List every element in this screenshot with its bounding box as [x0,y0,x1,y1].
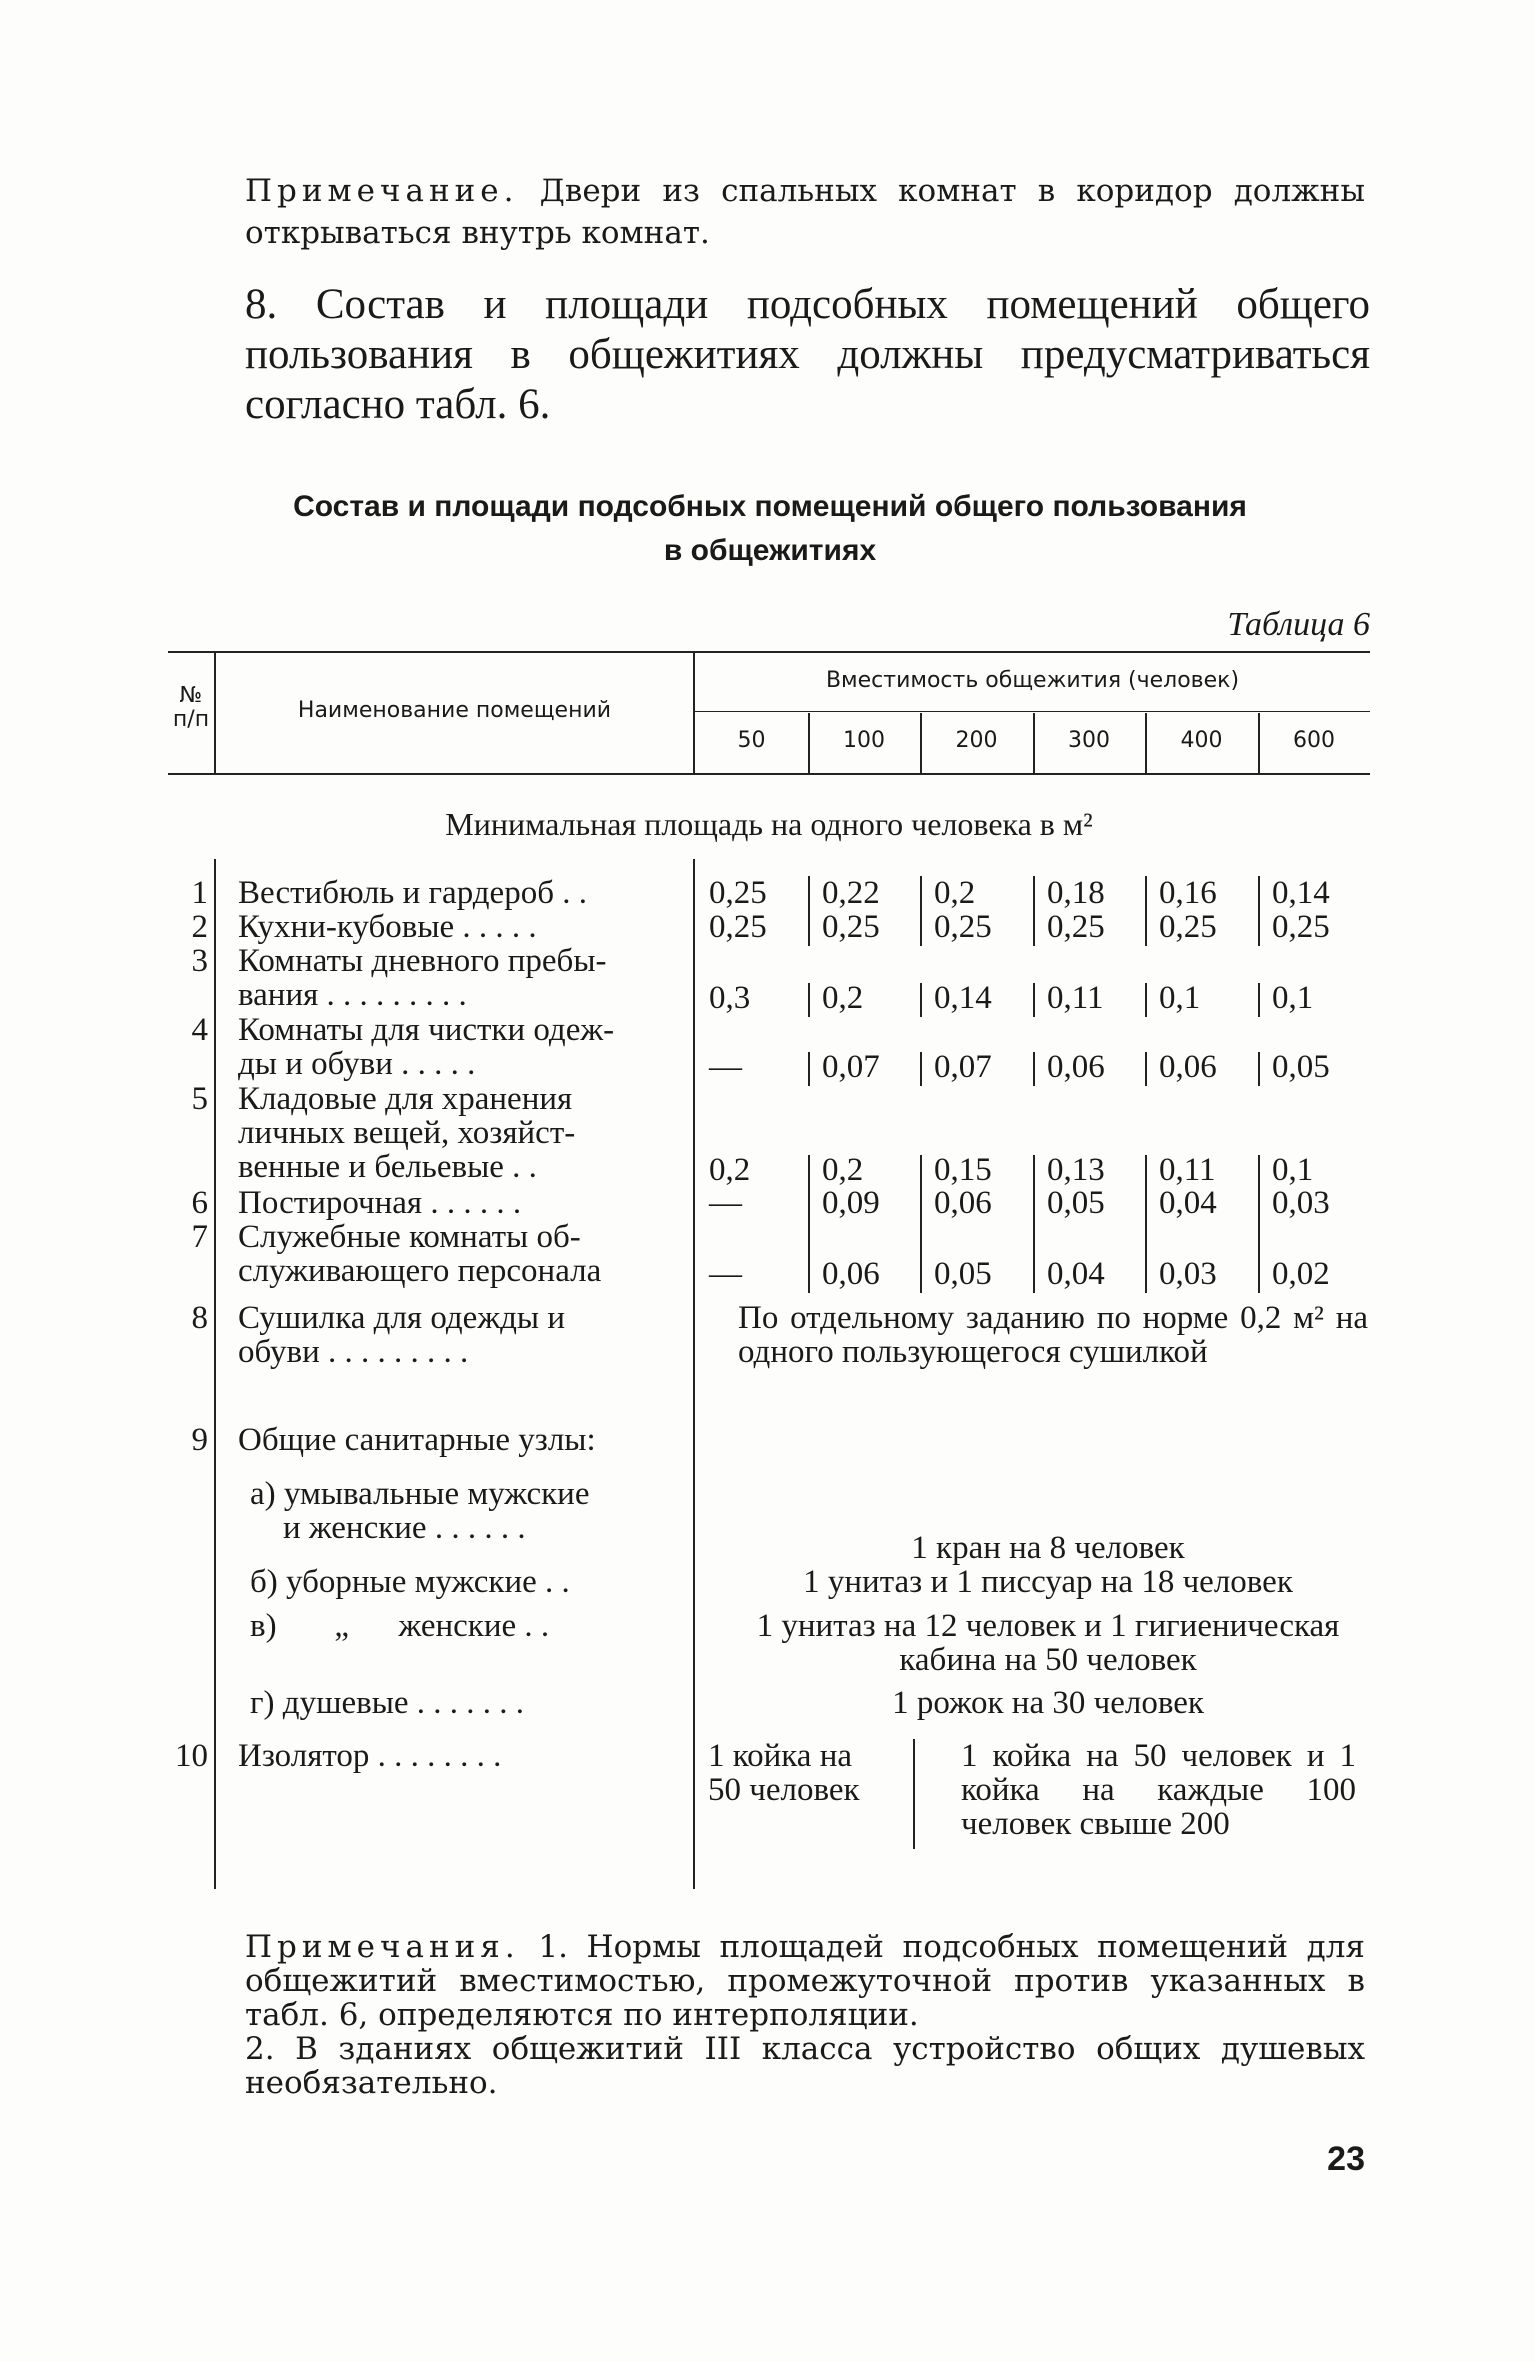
header-col-2: 200 [955,728,998,753]
row-value: 0,25 [1159,909,1217,945]
table-6 [168,651,1370,1891]
row-name-line: Вестибюль и гардероб . . [238,875,587,911]
value-sep [1033,1052,1035,1086]
body-vline-num [214,859,216,1889]
value-sep [1258,1155,1260,1189]
table-title [230,485,1310,573]
note-lead: Примечание. [245,173,519,209]
row-name-line: Комнаты для чистки одеж- [238,1012,615,1048]
row-value: 0,05 [1047,1185,1105,1221]
value-sep [808,1188,810,1222]
row-number: 2 [191,909,208,945]
sub-name-line: б) уборные мужские . . [250,1564,570,1600]
row-10-value-b: 1 койка на 50 человек и 1 койка на каждые 100 человек свыше 200 [961,1738,1356,1842]
row-value: 0,1 [1159,980,1201,1016]
value-sep [920,1052,922,1086]
footnote-1 [245,1930,1365,2032]
value-sep [1033,876,1035,944]
row-10-sep [913,1739,915,1849]
footnote [245,1930,1365,2100]
row-value: 0,15 [934,1152,992,1188]
value-sep [920,1188,922,1222]
row-value: 0,2 [822,1152,864,1188]
value-sep [1258,1188,1260,1222]
row-value: — [709,1049,742,1085]
value-sep [920,1220,922,1288]
row-value: 0,3 [709,980,751,1016]
row-value: 0,09 [822,1185,880,1221]
header-bottom-rule [168,773,1370,775]
row-value: 0,04 [1047,1256,1105,1292]
note-top [245,170,1365,254]
sub-value: 1 рожок на 30 человек [892,1685,1204,1721]
row-value: 0,06 [822,1256,880,1292]
table-top-rule [168,651,1370,653]
row-number: 5 [191,1081,208,1117]
row-value: 0,07 [822,1049,880,1085]
row-value: 0,06 [1159,1049,1217,1085]
table-title-line-1: Состав и площади подсобных помещений общего пользования [293,490,1247,523]
row-value: 0,2 [822,980,864,1016]
row-number: 9 [191,1422,208,1458]
sub-name-line: и женские . . . . . . [250,1510,526,1546]
row-value: 0,05 [1272,1049,1330,1085]
row-value: 0,02 [1272,1256,1330,1292]
sub-value: 1 кран на 8 человек [911,1530,1185,1566]
row-number: 1 [191,875,208,911]
value-sep [1258,1052,1260,1086]
row-number: 10 [175,1738,208,1774]
row-name-line: Сушилка для одежды и [238,1300,566,1336]
row-value: 0,25 [822,909,880,945]
footnote-2: 2. В зданиях общежитий III класса устройство общих душевых необязательно. [245,2031,1365,2101]
value-sep [920,876,922,944]
table-title-line-2: в общежитиях [663,534,877,567]
value-sep [920,1155,922,1189]
row-value: 0,25 [709,875,767,911]
value-sep [1033,983,1035,1017]
row-value: 0,06 [1047,1049,1105,1085]
row-number: 8 [191,1300,208,1336]
value-sep [808,1220,810,1288]
row-value: 0,25 [709,909,767,945]
sub-value: 1 унитаз на 12 человек и 1 гигиеническая кабина на 50 человек [756,1608,1340,1678]
table-label: Таблица 6 [1227,606,1370,643]
row-name-line: ды и обуви . . . . . [238,1046,476,1082]
row-value: 0,22 [822,875,880,911]
row-value: — [709,1256,742,1292]
header-col-1: 100 [843,728,885,753]
row-value: 0,11 [1047,980,1104,1016]
row-10-value-a: 1 койка на 50 человек [708,1738,860,1808]
row-number: 4 [191,1012,208,1048]
row-value: 0,1 [1272,1152,1314,1188]
row-value: 0,07 [934,1049,992,1085]
row-name-line: обуви . . . . . . . . . [238,1334,469,1370]
value-sep [1145,1155,1147,1189]
value-sep [1258,876,1260,944]
value-sep [1258,1220,1260,1288]
value-sep [808,1052,810,1086]
row-number: 7 [191,1219,208,1255]
value-sep [1033,1220,1035,1288]
header-num: № п/п [172,683,210,732]
sub-name-line: г) душевые . . . . . . . [250,1685,525,1721]
value-sep [1145,1052,1147,1086]
row-value: 0,03 [1272,1185,1330,1221]
row-value: 0,11 [1159,1152,1216,1188]
value-sep [1145,1220,1147,1288]
row-value: 0,06 [934,1185,992,1221]
subheader: Минимальная площадь на одного человека в м² [445,806,1093,842]
header-col-3: 300 [1068,728,1110,753]
row-value: 0,25 [1272,909,1330,945]
row-name-line: венные и бельевые . . [238,1149,537,1185]
row-value: 0,14 [934,980,992,1016]
value-sep [1145,876,1147,944]
header-mid-rule [695,711,1370,712]
header-col-sep-5 [1258,713,1260,773]
row-value: 0,18 [1047,875,1105,911]
paragraph-8: 8. Состав и площади подсобных помещений общего пользования в общежитиях должны предусматриваться согласно табл. 6. [245,281,1370,428]
header-name: Наименование помещений [297,698,612,723]
row-9-name: Общие санитарные узлы: [238,1422,596,1458]
row-value: 0,2 [709,1152,751,1188]
sub-name-line: в) „ женские . . [250,1608,550,1644]
body-vline-name [693,859,695,1889]
row-value: 0,25 [934,909,992,945]
header-col-4: 400 [1180,728,1223,753]
row-name-line: личных вещей, хозяйст- [238,1115,576,1151]
sub-name-line: а) умывальные мужские [250,1476,590,1512]
row-value: 0,16 [1159,875,1217,911]
row-value: 0,03 [1159,1256,1217,1292]
value-sep [920,983,922,1017]
row-value: 0,2 [934,875,976,911]
value-sep [1033,1155,1035,1189]
header-col-0: 50 [737,728,766,753]
value-sep [1145,983,1147,1017]
header-capacity: Вместимость общежития (человек) [825,668,1240,693]
row-name-line: Кладовые для хранения [238,1081,573,1117]
row-value: 0,1 [1272,980,1314,1016]
row-number: 6 [191,1185,208,1221]
sub-value: 1 унитаз и 1 писсуар на 18 человек [803,1564,1293,1600]
row-value: 0,04 [1159,1185,1217,1221]
row-name-line: Кухни-кубовые . . . . . [238,909,537,945]
header-col-sep-1 [808,713,810,773]
row-value: 0,05 [934,1256,992,1292]
header-col-sep-2 [920,713,922,773]
row-10-name: Изолятор . . . . . . . . [238,1738,502,1774]
row-name-line: вания . . . . . . . . . [238,977,467,1013]
value-sep [808,876,810,944]
note-text: Двери из спальных комнат в коридор должны открываться внутрь комнат. [245,173,1365,251]
value-sep [808,983,810,1017]
row-value: — [709,1185,742,1221]
row-name-line: Постирочная . . . . . . [238,1185,522,1221]
row-8-value: По отдельному заданию по норме 0,2 м² на одного пользующегося сушилкой [738,1300,1368,1370]
row-name-line: Служебные комнаты об- [238,1219,581,1255]
header-col-sep-3 [1033,713,1035,773]
row-value: 0,13 [1047,1152,1105,1188]
row-name-line: служивающего персонала [238,1253,602,1289]
header-col-sep-4 [1145,713,1147,773]
value-sep [808,1155,810,1189]
header-col-5: 600 [1293,728,1335,753]
footnote-lead: Примечания. [245,1929,520,1965]
footnote-text-1: 1. Нормы площадей подсобных помещений для общежитий вместимостью, промежуточной против указанных в табл. 6, определяются по интерполяции. [245,1929,1365,2033]
row-value: 0,25 [1047,909,1105,945]
page-number: 23 [1327,2140,1365,2178]
row-name-line: Комнаты дневного пребы- [238,943,607,979]
value-sep [1033,1188,1035,1222]
value-sep [1145,1188,1147,1222]
row-value: 0,14 [1272,875,1330,911]
row-number: 3 [191,943,208,979]
value-sep [1258,983,1260,1017]
